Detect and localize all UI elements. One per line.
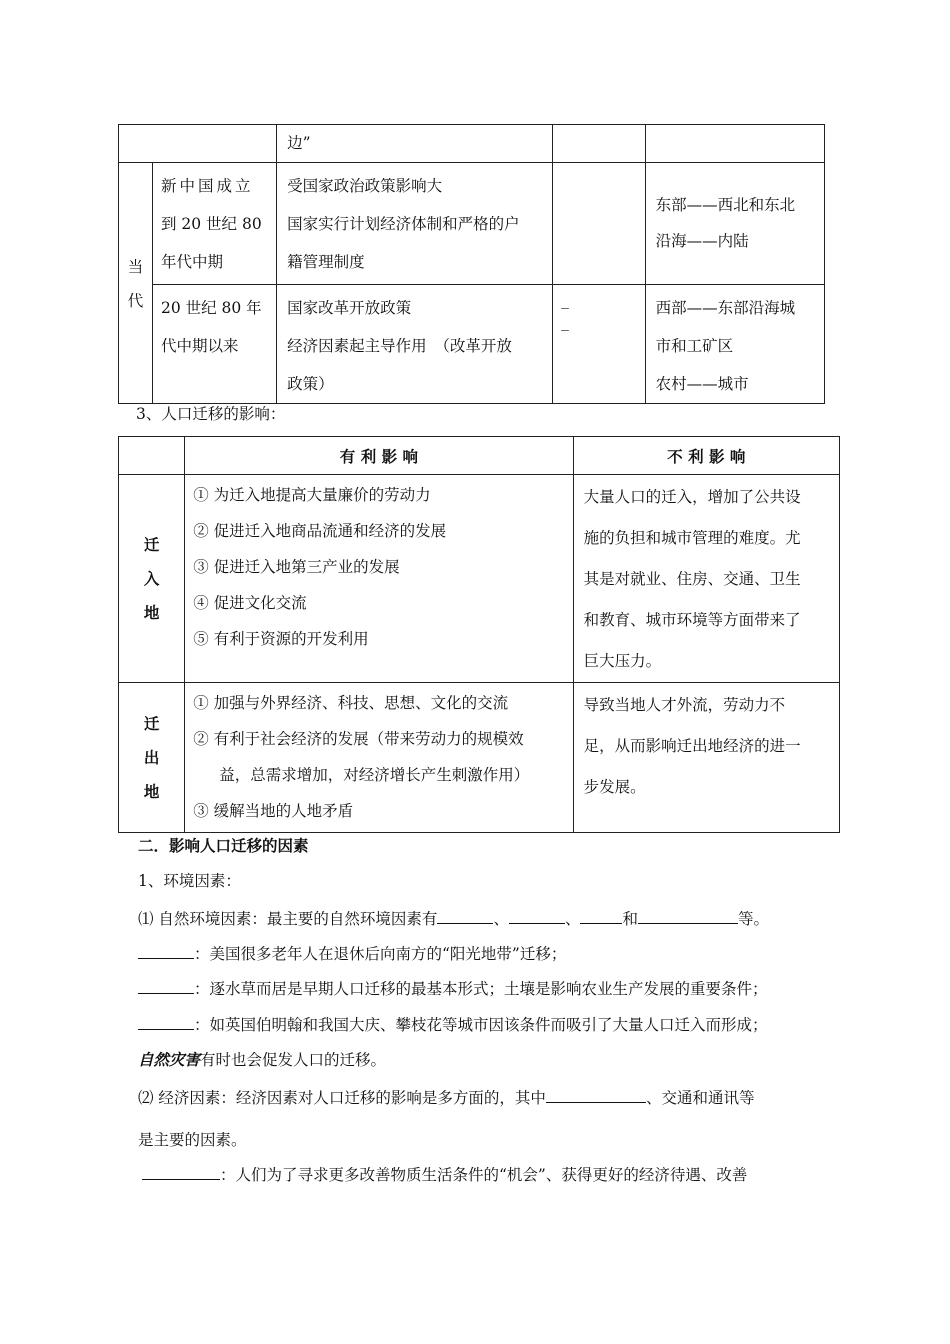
inflow-label-cell [119,475,185,683]
direction-cell [645,163,824,285]
period-line: 代中期以来 [160,337,239,355]
blank-field[interactable] [509,909,565,924]
inflow-favorable-item: ③ 促进迁入地第三产业的发展 [193,558,400,576]
favorable-header: 有 利 影 响 [185,437,573,475]
inflow-label-char: 迁 [143,534,160,554]
env-heading: 1、环境因素： [138,872,241,890]
impact-corner-cell [119,437,185,475]
reason-line: 籍管理制度 [287,253,365,271]
reason-line: 经济因素起主导作用 （改革开放 [287,337,512,355]
outflow-favorable-cell [185,683,573,833]
direction-line: 西部——东部沿海城 [655,299,796,317]
table1-top-cell-reason [277,125,553,163]
outflow-favorable-item: ② 有利于社会经济的发展（带来劳动力的规模效 [193,730,524,748]
migration-impact-table [118,436,840,833]
outflow-unfavorable-cell [573,683,839,833]
direction-line: 市和工矿区 [655,337,734,355]
economic-factor-line-2: 是主要的因素。 [138,1131,247,1149]
econ-suffix: 、交通和通讯等 [645,1089,755,1107]
period-cell [152,285,276,404]
inflow-unfavorable-line: 大量人口的迁入，增加了公共设 [583,488,801,506]
reason-cell [277,163,553,285]
opportunity-line [142,1163,747,1185]
natural-factor-line [138,907,769,929]
table1-top-cell-4 [553,125,646,163]
inflow-favorable-cell [185,475,573,683]
inflow-favorable-item: ② 促进迁入地商品流通和经济的发展 [193,522,447,540]
inflow-unfavorable-line: 其是对就业、住房、交通、卫生 [583,570,801,588]
etc-text: 等。 [737,910,769,928]
direction-line: 东部——西北和东北 [655,196,796,214]
soil-text: ：逐水草而居是早期人口迁移的最基本形式；土壤是影响农业生产发展的重要条件； [194,980,768,998]
inflow-label-char: 入 [143,568,160,588]
mineral-line [138,1013,768,1035]
era-label-char: 代 [127,292,144,310]
outflow-favorable-item: ③ 缓解当地的人地矛盾 [193,802,354,820]
outflow-unfavorable-line: 步发展。 [583,778,646,796]
period-line: 到 20 世纪 80 [160,215,262,233]
separator: 、 [493,910,509,928]
econ-prefix: ⑵ 经济因素：经济因素对人口迁移的影响是多方面的，其中 [138,1089,546,1107]
soil-line [138,977,768,999]
inflow-unfavorable-line: 巨大压力。 [583,652,662,670]
direction-line: 沿海——内陆 [655,232,749,250]
disaster-text: 有时也会促发人口的迁移。 [200,1051,387,1069]
climate-text: ：美国很多老年人在退休后向南方的“阳光地带”迁移； [194,945,567,963]
blank-field[interactable] [580,909,622,924]
direction-line: 农村——城市 [655,375,749,393]
table1-mark-cell [553,285,646,404]
outflow-label-char: 地 [143,781,160,801]
inflow-unfavorable-line: 施的负担和城市管理的难度。尤 [583,529,801,547]
mineral-text: ：如英国伯明翰和我国大庆、攀枝花等城市因该条件而吸引了大量人口迁入而形成； [194,1016,768,1034]
opportunity-text: ：人们为了寻求更多改善物质生活条件的“机会”、获得更好的经济待遇、改善 [220,1166,748,1184]
inflow-favorable-item: ⑤ 有利于资源的开发利用 [193,630,369,648]
blank-field[interactable] [142,1165,220,1180]
and-text: 和 [622,910,638,928]
blank-field[interactable] [138,979,194,994]
disaster-line [138,1048,386,1070]
outflow-label-cell [119,683,185,833]
era-label-cell [119,163,153,404]
reason-line: 政策） [287,375,334,393]
natural-prefix: ⑴ 自然环境因素：最主要的自然环境因素有 [138,910,438,928]
outflow-favorable-item: 益，总需求增加，对经济增长产生刺激作用） [219,766,530,784]
blank-field[interactable] [437,909,493,924]
unfavorable-header: 不 利 影 响 [573,437,839,475]
blank-field[interactable] [138,1015,194,1030]
inflow-unfavorable-cell [573,475,839,683]
table1-empty-cell [553,163,646,285]
inflow-label-char: 地 [143,602,160,622]
economic-factor-line [138,1086,754,1108]
period-cell [152,163,276,285]
reason-line: 国家实行计划经济体制和严格的户 [287,215,520,233]
mark-line: _ [561,291,569,309]
period-line: 新中国成立 [160,177,254,195]
blank-field[interactable] [638,909,738,924]
migration-history-table [118,124,825,404]
inflow-unfavorable-line: 和教育、城市环境等方面带来了 [583,611,801,629]
table1-top-cell-1 [119,125,277,163]
blank-field[interactable] [138,944,194,959]
reason-line: 国家改革开放政策 [287,299,412,317]
period-line: 年代中期 [160,253,223,271]
outflow-label-char: 迁 [143,713,160,733]
outflow-label-char: 出 [143,747,160,767]
outflow-unfavorable-line: 导致当地人才外流，劳动力不 [583,696,786,714]
table1-top-text: 边” [287,134,311,152]
outflow-favorable-item: ① 加强与外界经济、科技、思想、文化的交流 [193,694,509,712]
outflow-unfavorable-line: 足，从而影响迁出地经济的进一 [583,737,801,755]
reason-line: 受国家政治政策影响大 [287,177,443,195]
section3-heading: 3、人口迁移的影响： [136,405,286,423]
inflow-favorable-item: ① 为迁入地提高大量廉价的劳动力 [193,486,431,504]
period-line: 20 世纪 80 年 [160,299,262,317]
climate-line [138,942,566,964]
table1-top-cell-5 [645,125,824,163]
inflow-favorable-item: ④ 促进文化交流 [193,594,307,612]
blank-field[interactable] [546,1088,646,1103]
mark-line: _ [561,313,569,331]
reason-cell [277,285,553,404]
separator: 、 [564,910,581,928]
disaster-term: 自然灾害 [138,1050,201,1069]
direction-cell [645,285,824,404]
era-label-char: 当 [127,258,144,276]
section2-title: 二．影响人口迁移的因素 [138,836,309,855]
